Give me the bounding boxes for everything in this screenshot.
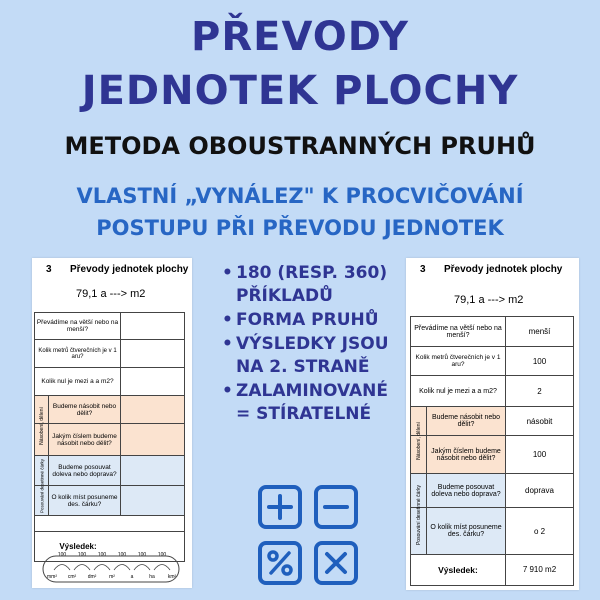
- table-row: Kolik nul je mezi a a m2? 2: [411, 376, 573, 407]
- worksheet-number: 3: [46, 264, 52, 275]
- scale-arc: [134, 565, 150, 571]
- scale-unit: mm²: [47, 574, 57, 580]
- scale-unit: cm²: [67, 574, 77, 580]
- result-row: Výsledek:: [34, 532, 185, 562]
- table-row: Kolik metrů čtverečních je v 1 aru?: [35, 340, 184, 368]
- scale-arc: [154, 565, 170, 571]
- plus-icon: [258, 485, 302, 529]
- scale-unit: a: [130, 574, 134, 580]
- worksheet-preview-blank: [32, 258, 192, 588]
- table-row: Jakým číslem budeme násobit nebo dělit?: [35, 424, 184, 456]
- side-label: Posouvání desetinné čárky: [411, 474, 427, 555]
- table-row: Kolik metrů čtverečních je v 1 aru? 100: [411, 347, 573, 376]
- table-row: Převádíme na větší nebo na menší?: [35, 313, 184, 340]
- table-row: Budeme násobit nebo dělit? násobit: [411, 407, 573, 436]
- side-label: Posouvání desetinné čárky: [35, 456, 49, 516]
- list-item: • ZALAMINOVANÉ = STÍRATELNÉ: [222, 381, 388, 424]
- result-row: Výsledek: 7 910 m2: [410, 554, 574, 586]
- worksheet-table: [34, 312, 185, 532]
- feature-list: [222, 262, 402, 427]
- description-line-1: VLASTNÍ „VYNÁLEZ" K PROCVIČOVÁNÍ: [76, 184, 524, 208]
- scale-unit: dm²: [87, 574, 97, 580]
- worksheet-heading: Převody jednotek plochy: [444, 264, 563, 275]
- scale-factor: 100: [117, 552, 127, 558]
- worksheet-number: 3: [420, 264, 426, 275]
- table-row: Budeme násobit nebo dělit?: [35, 396, 184, 424]
- times-icon: [314, 541, 358, 585]
- scale-unit: km²: [167, 574, 177, 580]
- scale-factor: 100: [97, 552, 107, 558]
- scale-arc: [114, 565, 130, 571]
- side-label: Násobení, dělení: [411, 407, 427, 474]
- scale-unit: ha: [149, 574, 155, 580]
- scale-factor: 100: [137, 552, 147, 558]
- side-label: Násobení, dělení: [35, 396, 49, 456]
- list-item: • FORMA PRUHŮ: [222, 310, 379, 330]
- scale-factor: 100: [77, 552, 87, 558]
- worksheet-task: 79,1 a ---> m2: [454, 294, 524, 306]
- list-item: • VÝSLEDKY JSOU NA 2. STRANĚ: [222, 334, 389, 377]
- percent-icon: [258, 541, 302, 585]
- scale-factor: 100: [57, 552, 67, 558]
- scale-factor: 100: [157, 552, 167, 558]
- worksheet-heading: Převody jednotek plochy: [70, 264, 189, 275]
- scale-arc: [94, 565, 110, 571]
- description-line-2: POSTUPU PŘI PŘEVODU JEDNOTEK: [96, 216, 504, 240]
- unit-scale: [42, 550, 182, 584]
- operation-icons: [258, 485, 362, 589]
- list-item: • 180 (RESP. 360) PŘÍKLADŮ: [222, 263, 388, 306]
- subtitle: METODA OBOUSTRANNÝCH PRUHŮ: [64, 132, 536, 160]
- scale-arc: [74, 565, 90, 571]
- page-title-line-1: PŘEVODY: [191, 14, 409, 60]
- table-row: Budeme posouvat doleva nebo doprava? doprava: [411, 474, 573, 508]
- table-row: Převádíme na větší nebo na menší? menší: [411, 317, 573, 347]
- scale-unit: m²: [109, 574, 115, 580]
- worksheet-table: [410, 316, 574, 554]
- table-row: Kolik nul je mezi a a m2?: [35, 368, 184, 396]
- worksheet-preview-answers: [406, 258, 579, 590]
- minus-icon: [314, 485, 358, 529]
- worksheet-task: 79,1 a ---> m2: [76, 288, 146, 300]
- table-row: O kolik míst posuneme des. čárku? o 2: [411, 508, 573, 555]
- table-row: Budeme posouvat doleva nebo doprava?: [35, 456, 184, 486]
- page-title-line-2: JEDNOTEK PLOCHY: [81, 68, 519, 114]
- table-row: O kolik míst posuneme des. čárku?: [35, 486, 184, 516]
- scale-arc: [54, 565, 70, 571]
- table-row: Jakým číslem budeme násobit nebo dělit? 100: [411, 436, 573, 474]
